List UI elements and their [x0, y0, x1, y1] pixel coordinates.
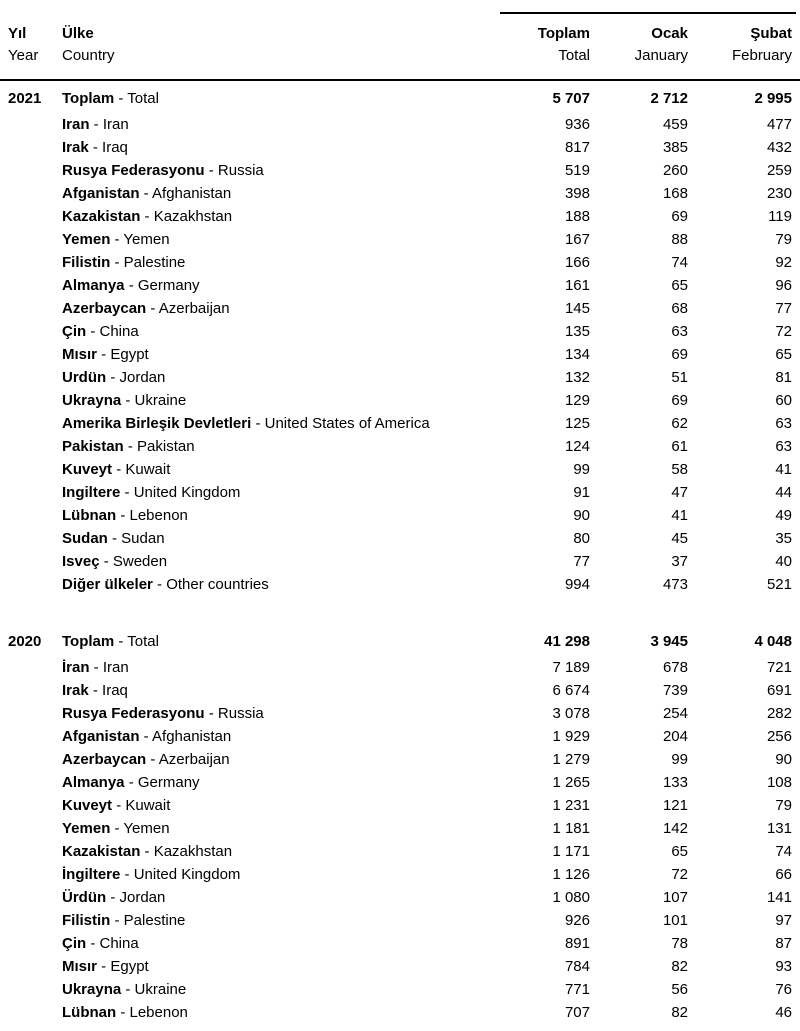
country-name-en: - Iran — [89, 659, 129, 676]
table-row — [8, 886, 792, 909]
february-cell: 44 — [775, 484, 792, 501]
country-name-en: - Ukraine — [121, 392, 187, 409]
table-row — [8, 1001, 792, 1024]
total-cell: 41 298 — [544, 633, 590, 650]
january-cell: 62 — [671, 415, 688, 432]
table-row — [8, 771, 792, 794]
february-cell: 65 — [775, 346, 792, 363]
january-cell: 37 — [671, 553, 688, 570]
country-name-en: - Kazakhstan — [140, 208, 233, 225]
january-cell: 385 — [662, 139, 688, 156]
country-cell — [62, 981, 494, 998]
january-cell: 58 — [671, 461, 688, 478]
february-cell: 87 — [775, 935, 792, 952]
february-cell: 63 — [775, 415, 792, 432]
country-name-tr: Yemen — [62, 820, 111, 837]
february-cell: 131 — [766, 820, 792, 837]
table-row — [8, 366, 792, 389]
total-cell: 1 126 — [552, 866, 590, 883]
country-name-tr: Ingiltere — [62, 484, 121, 501]
country-name-tr: Toplam — [62, 90, 115, 107]
table-row — [8, 573, 792, 596]
january-cell: 45 — [671, 530, 688, 547]
header-country-column — [62, 23, 494, 67]
country-name-tr: Kazakistan — [62, 843, 141, 860]
country-name-en: - Palestine — [110, 254, 186, 271]
table-row — [8, 656, 792, 679]
header-country-label-tr: Ülke — [62, 25, 94, 42]
country-name-tr: Pakistan — [62, 438, 124, 455]
table-row — [8, 932, 792, 955]
country-cell — [62, 530, 494, 547]
february-cell: 96 — [775, 277, 792, 294]
country-name-en: - Lebenon — [116, 507, 188, 524]
table-row — [8, 794, 792, 817]
total-cell: 1 929 — [552, 728, 590, 745]
total-cell: 3 078 — [552, 705, 590, 722]
country-name-tr: Lübnan — [62, 507, 117, 524]
year-section — [8, 630, 792, 1024]
country-cell — [62, 116, 494, 133]
february-cell: 63 — [775, 438, 792, 455]
total-cell: 91 — [573, 484, 590, 501]
country-name-en: - Afghanistan — [139, 185, 232, 202]
january-cell: 133 — [662, 774, 688, 791]
january-cell: 47 — [671, 484, 688, 501]
total-cell: 1 231 — [552, 797, 590, 814]
january-cell: 101 — [662, 912, 688, 929]
country-name-en: - Sudan — [107, 530, 165, 547]
february-cell: 46 — [775, 1004, 792, 1021]
total-cell: 188 — [564, 208, 590, 225]
february-cell: 108 — [766, 774, 792, 791]
february-cell: 477 — [766, 116, 792, 133]
total-cell: 125 — [564, 415, 590, 432]
country-cell — [62, 751, 494, 768]
country-name-en: - Germany — [124, 277, 200, 294]
table-row — [8, 725, 792, 748]
february-cell: 40 — [775, 553, 792, 570]
country-name-en: - Germany — [124, 774, 200, 791]
country-cell — [62, 484, 494, 501]
country-cell — [62, 438, 494, 455]
table-row — [8, 550, 792, 573]
table-row — [8, 909, 792, 932]
february-cell: 76 — [775, 981, 792, 998]
country-name-en: - Sweden — [99, 553, 168, 570]
country-name-en: - China — [86, 323, 139, 340]
january-cell: 254 — [662, 705, 688, 722]
country-cell — [62, 889, 494, 906]
country-name-tr: Filistin — [62, 254, 111, 271]
total-cell: 99 — [573, 461, 590, 478]
january-cell: 72 — [671, 866, 688, 883]
header-total-label-tr: Toplam — [537, 25, 590, 42]
january-cell: 88 — [671, 231, 688, 248]
table-row — [8, 955, 792, 978]
february-cell: 74 — [775, 843, 792, 860]
total-cell: 167 — [564, 231, 590, 248]
table-row — [8, 458, 792, 481]
table-row — [8, 817, 792, 840]
country-name-en: - United Kingdom — [120, 866, 241, 883]
table-row — [8, 113, 792, 136]
january-cell: 82 — [671, 958, 688, 975]
country-name-en: - Russia — [204, 162, 264, 179]
header-year-label-tr: Yıl — [8, 25, 27, 42]
year-cell: 2021 — [8, 90, 42, 107]
country-cell — [62, 254, 494, 271]
january-cell: 41 — [671, 507, 688, 524]
country-cell — [62, 208, 494, 225]
total-cell: 145 — [564, 300, 590, 317]
country-name-tr: Ukrayna — [62, 392, 122, 409]
year-section — [8, 87, 792, 596]
january-cell: 168 — [662, 185, 688, 202]
country-cell — [62, 139, 494, 156]
january-cell: 65 — [671, 277, 688, 294]
country-name-en: - Egypt — [97, 958, 149, 975]
february-cell: 282 — [766, 705, 792, 722]
country-name-tr: Yemen — [62, 231, 111, 248]
country-cell — [62, 323, 494, 340]
january-cell: 678 — [662, 659, 688, 676]
january-cell: 69 — [671, 346, 688, 363]
total-cell: 129 — [564, 392, 590, 409]
country-name-en: - Yemen — [110, 820, 170, 837]
total-cell: 80 — [573, 530, 590, 547]
country-cell — [62, 797, 494, 814]
country-name-tr: Çin — [62, 323, 87, 340]
country-cell — [62, 912, 494, 929]
header-country-label-en: Country — [62, 47, 115, 64]
country-name-en: - Jordan — [106, 369, 166, 386]
february-cell: 60 — [775, 392, 792, 409]
january-cell: 473 — [662, 576, 688, 593]
table-header — [0, 14, 800, 79]
country-cell — [62, 461, 494, 478]
country-name-en: - Afghanistan — [139, 728, 232, 745]
february-cell: 92 — [775, 254, 792, 271]
january-cell: 107 — [662, 889, 688, 906]
country-name-en: - United States of America — [251, 415, 430, 432]
january-cell: 739 — [662, 682, 688, 699]
total-cell: 132 — [564, 369, 590, 386]
february-cell: 4 048 — [754, 633, 792, 650]
february-cell: 259 — [766, 162, 792, 179]
february-cell: 66 — [775, 866, 792, 883]
country-name-en: - Iraq — [88, 139, 128, 156]
january-cell: 63 — [671, 323, 688, 340]
february-cell: 81 — [775, 369, 792, 386]
february-cell: 93 — [775, 958, 792, 975]
total-cell: 161 — [564, 277, 590, 294]
country-name-tr: Afganistan — [62, 185, 140, 202]
country-name-tr: Kazakistan — [62, 208, 141, 225]
february-cell: 77 — [775, 300, 792, 317]
february-cell: 97 — [775, 912, 792, 929]
total-cell: 166 — [564, 254, 590, 271]
january-cell: 82 — [671, 1004, 688, 1021]
total-cell: 7 189 — [552, 659, 590, 676]
country-name-tr: Kuveyt — [62, 797, 113, 814]
country-name-tr: Azerbaycan — [62, 300, 147, 317]
country-name-en: - Egypt — [97, 346, 149, 363]
table-row — [8, 978, 792, 1001]
header-january-label-en: January — [634, 47, 688, 64]
february-cell: 49 — [775, 507, 792, 524]
table-row — [8, 504, 792, 527]
header-january-label-tr: Ocak — [651, 25, 688, 42]
header-february-label-en: February — [731, 47, 792, 64]
year-cell: 2020 — [8, 633, 42, 650]
table-row — [8, 412, 792, 435]
total-cell: 936 — [564, 116, 590, 133]
country-name-tr: İngiltere — [62, 866, 121, 883]
country-cell — [62, 507, 494, 524]
january-cell: 3 945 — [650, 633, 688, 650]
country-name-en: - Total — [114, 90, 159, 107]
country-name-tr: Urdün — [62, 369, 107, 386]
january-cell: 99 — [671, 751, 688, 768]
country-name-tr: Amerika Birleşik Devletleri — [62, 415, 252, 432]
country-name-tr: Sudan — [62, 530, 108, 547]
total-row — [8, 630, 792, 653]
january-cell: 69 — [671, 208, 688, 225]
country-cell — [62, 369, 494, 386]
country-name-tr: Almanya — [62, 277, 125, 294]
country-cell — [62, 705, 494, 722]
january-cell: 459 — [662, 116, 688, 133]
total-cell: 784 — [564, 958, 590, 975]
february-cell: 432 — [766, 139, 792, 156]
total-cell: 771 — [564, 981, 590, 998]
country-cell — [62, 90, 494, 107]
total-cell: 6 674 — [552, 682, 590, 699]
country-name-tr: Çin — [62, 935, 87, 952]
table-body — [0, 81, 800, 1024]
country-name-tr: Irak — [62, 682, 89, 699]
country-name-tr: Afganistan — [62, 728, 140, 745]
country-name-tr: Rusya Federasyonu — [62, 705, 205, 722]
country-cell — [62, 553, 494, 570]
country-cell — [62, 958, 494, 975]
table-row — [8, 182, 792, 205]
country-cell — [62, 1004, 494, 1021]
country-name-en: - Kuwait — [112, 461, 171, 478]
country-name-en: - Total — [114, 633, 159, 650]
total-cell: 891 — [564, 935, 590, 952]
table-row — [8, 159, 792, 182]
total-cell: 707 — [564, 1004, 590, 1021]
february-cell: 256 — [766, 728, 792, 745]
country-name-tr: Filistin — [62, 912, 111, 929]
total-cell: 398 — [564, 185, 590, 202]
country-name-tr: Lübnan — [62, 1004, 117, 1021]
country-name-en: - Palestine — [110, 912, 186, 929]
february-cell: 41 — [775, 461, 792, 478]
country-name-en: - United Kingdom — [120, 484, 241, 501]
country-name-tr: Kuveyt — [62, 461, 113, 478]
country-cell — [62, 682, 494, 699]
country-name-en: - Azerbaijan — [146, 751, 230, 768]
total-cell: 1 181 — [552, 820, 590, 837]
country-name-tr: Toplam — [62, 633, 115, 650]
total-cell: 926 — [564, 912, 590, 929]
country-name-en: - Lebenon — [116, 1004, 188, 1021]
table-row — [8, 228, 792, 251]
total-cell: 1 171 — [552, 843, 590, 860]
total-cell: 994 — [564, 576, 590, 593]
country-cell — [62, 300, 494, 317]
total-cell: 77 — [573, 553, 590, 570]
table-row — [8, 320, 792, 343]
january-cell: 142 — [662, 820, 688, 837]
total-row — [8, 87, 792, 110]
table-row — [8, 435, 792, 458]
table-row — [8, 679, 792, 702]
february-cell: 721 — [766, 659, 792, 676]
february-cell: 141 — [766, 889, 792, 906]
table-row — [8, 748, 792, 771]
country-name-tr: Mısır — [62, 958, 98, 975]
country-name-en: - Russia — [204, 705, 264, 722]
table-row — [8, 251, 792, 274]
header-year-label-en: Year — [8, 47, 39, 64]
country-cell — [62, 728, 494, 745]
country-cell — [62, 346, 494, 363]
country-cell — [62, 162, 494, 179]
country-name-en: - Yemen — [110, 231, 170, 248]
table-row — [8, 840, 792, 863]
country-cell — [62, 935, 494, 952]
total-cell: 817 — [564, 139, 590, 156]
february-cell: 79 — [775, 797, 792, 814]
country-cell — [62, 843, 494, 860]
country-name-tr: Almanya — [62, 774, 125, 791]
statistics-table-page — [0, 12, 800, 1024]
country-cell — [62, 576, 494, 593]
header-year-column — [8, 23, 62, 67]
january-cell: 69 — [671, 392, 688, 409]
country-name-tr: Rusya Federasyonu — [62, 162, 205, 179]
country-name-tr: Azerbaycan — [62, 751, 147, 768]
table-row — [8, 297, 792, 320]
february-cell: 230 — [766, 185, 792, 202]
january-cell: 204 — [662, 728, 688, 745]
total-cell: 90 — [573, 507, 590, 524]
header-total-label-en: Total — [558, 47, 590, 64]
total-cell: 134 — [564, 346, 590, 363]
country-name-en: - Kuwait — [112, 797, 171, 814]
total-cell: 1 080 — [552, 889, 590, 906]
total-cell: 124 — [564, 438, 590, 455]
country-cell — [62, 231, 494, 248]
country-name-tr: Ukrayna — [62, 981, 122, 998]
table-row — [8, 343, 792, 366]
country-name-en: - Ukraine — [121, 981, 187, 998]
total-cell: 519 — [564, 162, 590, 179]
country-cell — [62, 415, 494, 432]
february-cell: 35 — [775, 530, 792, 547]
country-name-tr: Ürdün — [62, 889, 107, 906]
country-name-en: - China — [86, 935, 139, 952]
total-cell: 135 — [564, 323, 590, 340]
country-name-tr: Iran — [62, 116, 90, 133]
header-february-label-tr: Şubat — [750, 25, 792, 42]
table-row — [8, 136, 792, 159]
country-name-en: - Pakistan — [123, 438, 195, 455]
country-name-en: - Kazakhstan — [140, 843, 233, 860]
january-cell: 68 — [671, 300, 688, 317]
january-cell: 121 — [662, 797, 688, 814]
header-february-column — [688, 23, 792, 67]
january-cell: 2 712 — [650, 90, 688, 107]
country-cell — [62, 277, 494, 294]
country-name-en: - Other countries — [152, 576, 269, 593]
country-name-tr: Irak — [62, 139, 89, 156]
country-cell — [62, 774, 494, 791]
table-row — [8, 389, 792, 412]
table-row — [8, 527, 792, 550]
country-cell — [62, 820, 494, 837]
country-name-en: - Iraq — [88, 682, 128, 699]
february-cell: 119 — [768, 208, 792, 225]
january-cell: 78 — [671, 935, 688, 952]
january-cell: 65 — [671, 843, 688, 860]
country-name-en: - Jordan — [106, 889, 166, 906]
january-cell: 51 — [671, 369, 688, 386]
country-name-en: - Azerbaijan — [146, 300, 230, 317]
country-name-tr: İran — [62, 659, 90, 676]
country-cell — [62, 633, 494, 650]
table-row — [8, 863, 792, 886]
february-cell: 2 995 — [754, 90, 792, 107]
january-cell: 56 — [671, 981, 688, 998]
february-cell: 72 — [775, 323, 792, 340]
january-cell: 61 — [671, 438, 688, 455]
total-cell: 1 265 — [552, 774, 590, 791]
february-cell: 521 — [766, 576, 792, 593]
country-name-en: - Iran — [89, 116, 129, 133]
table-row — [8, 702, 792, 725]
country-name-tr: Mısır — [62, 346, 98, 363]
country-name-tr: Diğer ülkeler — [62, 576, 153, 593]
table-row — [8, 205, 792, 228]
january-cell: 260 — [662, 162, 688, 179]
country-cell — [62, 392, 494, 409]
total-cell: 5 707 — [552, 90, 590, 107]
header-january-column — [590, 23, 688, 67]
january-cell: 74 — [671, 254, 688, 271]
february-cell: 691 — [766, 682, 792, 699]
table-row — [8, 481, 792, 504]
country-cell — [62, 185, 494, 202]
february-cell: 90 — [775, 751, 792, 768]
country-cell — [62, 866, 494, 883]
country-name-tr: Isveç — [62, 553, 100, 570]
header-total-column — [494, 23, 590, 67]
february-cell: 79 — [775, 231, 792, 248]
country-cell — [62, 659, 494, 676]
total-cell: 1 279 — [552, 751, 590, 768]
table-row — [8, 274, 792, 297]
